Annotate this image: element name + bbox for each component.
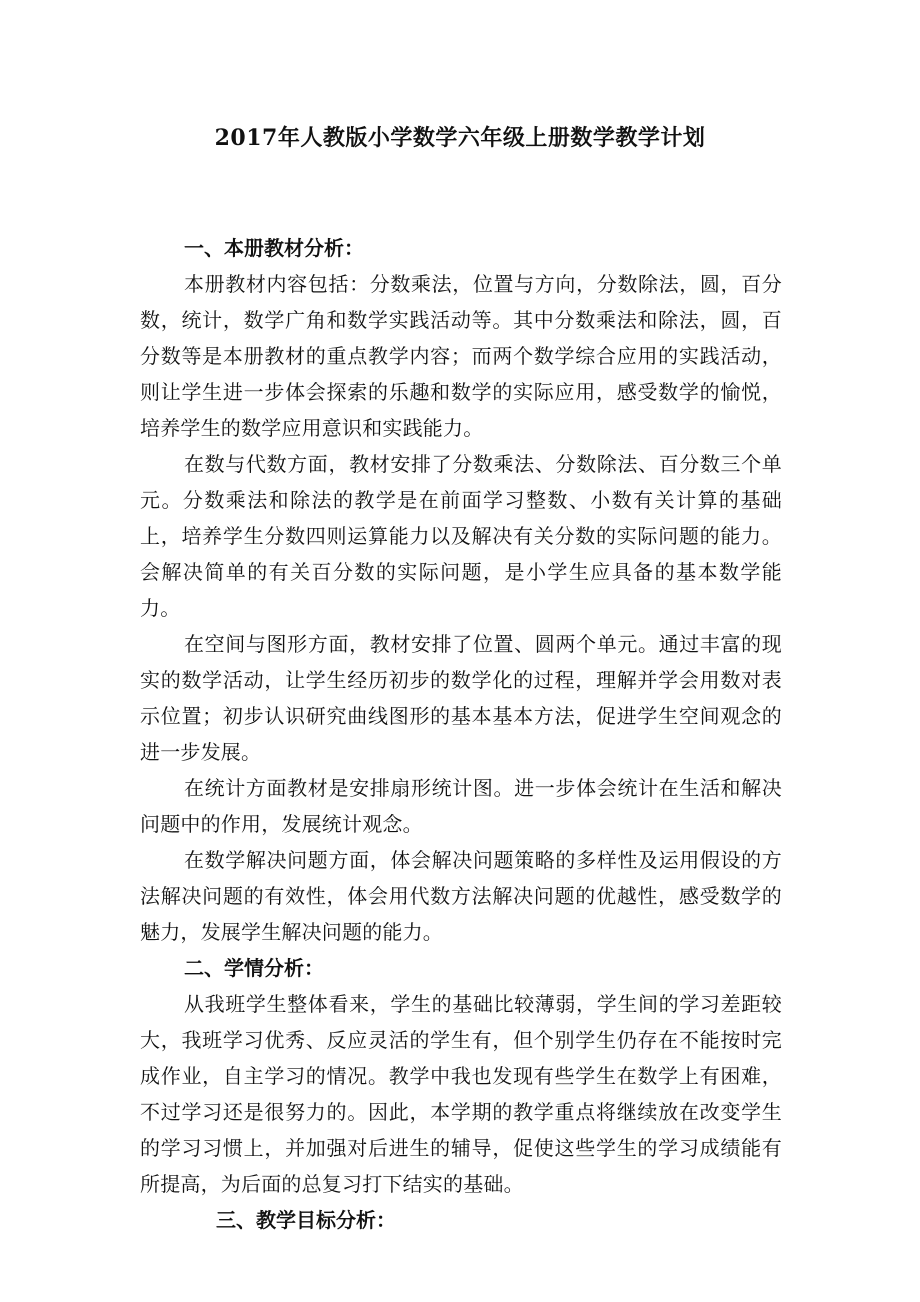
document-body (140, 230, 782, 1238)
paragraph-student-situation: 从我班学生整体看来，学生的基础比较薄弱，学生间的学习差距较大，我班学习优秀、反应灵活的学生有，但个别学生仍存在不能按时完成作业，自主学习的情况。教学中我也发现有些学生在数学上有困难，不过学习还是很努力的。因此，本学期的教学重点将继续放在改变学生的学习习惯上，并加强对后进生的辅导，促使这些学生的学习成绩能有所提高，为后面的总复习打下结实的基础。 (140, 992, 782, 1196)
paragraph-space-shape: 在空间与图形方面，教材安排了位置、圆两个单元。通过丰富的现实的数学活动，让学生经历初步的数学化的过程，理解并学会用数对表示位置；初步认识研究曲线图形的基本基本方法，促进学生空间观念的进一步发展。 (140, 632, 782, 764)
section-heading-student-analysis: 二、学情分析： (184, 956, 324, 980)
paragraph-problem-solving: 在数学解决问题方面，体会解决问题策略的多样性及运用假设的方法解决问题的有效性，体会用代数方法解决问题的优越性，感受数学的魅力，发展学生解决问题的能力。 (140, 848, 782, 944)
section-heading-material-analysis: 一、本册教材分析： (184, 236, 364, 260)
paragraph-number-algebra: 在数与代数方面，教材安排了分数乘法、分数除法、百分数三个单元。分数乘法和除法的教学是在前面学习整数、小数有关计算的基础上，培养学生分数四则运算能力以及解决有关分数的实际问题的能力。会解决简单的有关百分数的实际问题，是小学生应具备的基本数学能力。 (140, 452, 782, 620)
paragraph-statistics: 在统计方面教材是安排扇形统计图。进一步体会统计在生活和解决问题中的作用，发展统计观念。 (140, 776, 782, 836)
section-heading-teaching-goals: 三、教学目标分析： (216, 1208, 396, 1232)
paragraph-material-overview: 本册教材内容包括：分数乘法，位置与方向，分数除法，圆，百分数，统计，数学广角和数学实践活动等。其中分数乘法和除法，圆，百分数等是本册教材的重点教学内容；而两个数学综合应用的实践活动，则让学生进一步体会探索的乐趣和数学的实际应用，感受数学的愉悦，培养学生的数学应用意识和实践能力。 (140, 272, 782, 440)
document-title: 2017年人教版小学数学六年级上册数学教学计划 (214, 125, 706, 151)
